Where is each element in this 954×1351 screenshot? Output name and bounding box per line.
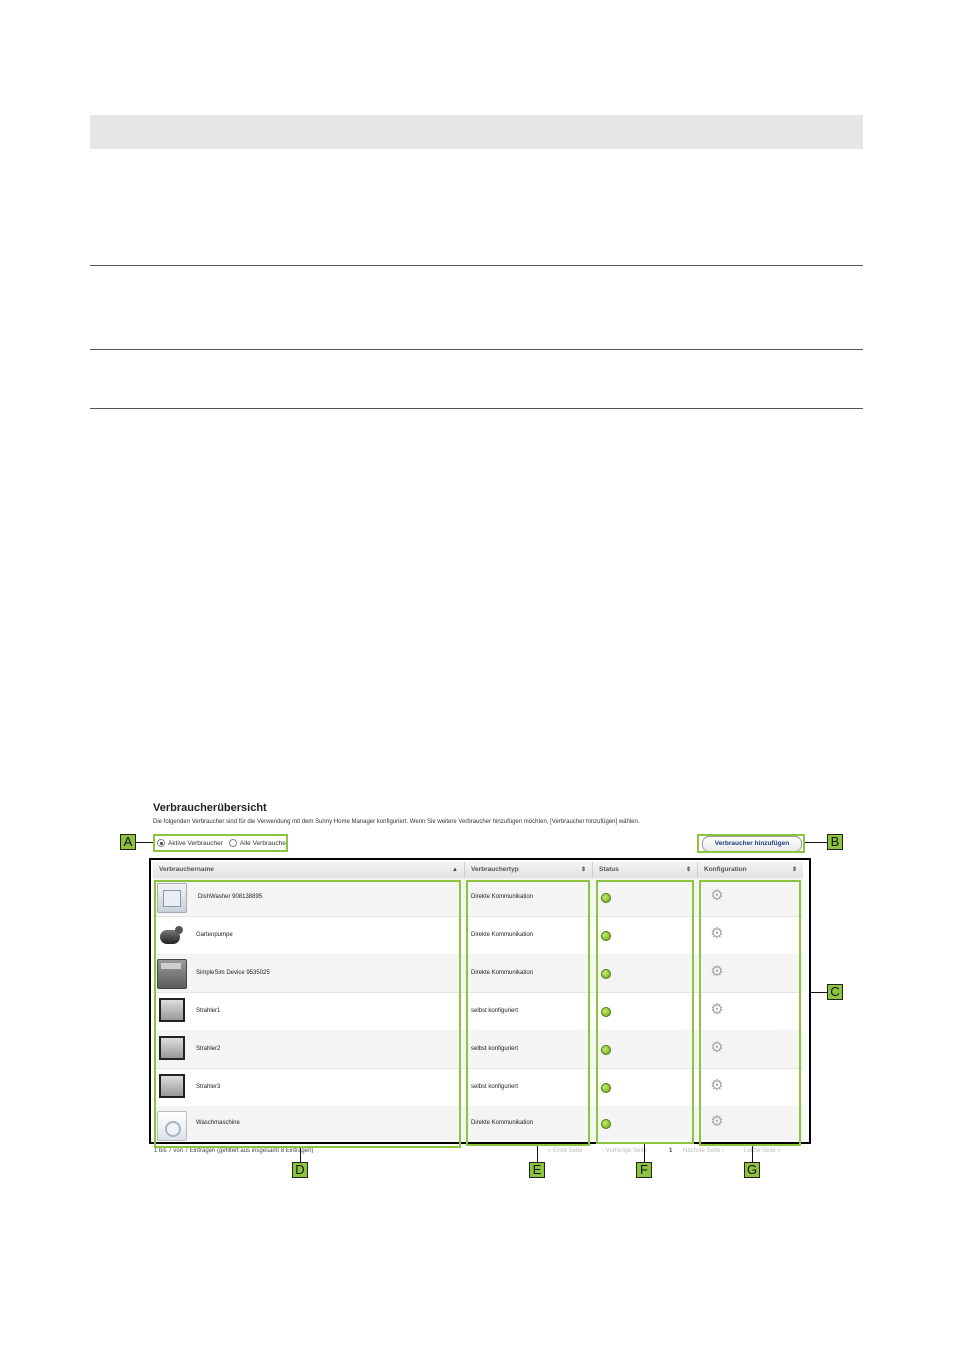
consumer-name[interactable]: Strahler2: [196, 1046, 221, 1052]
highlight-config-column: [699, 880, 801, 1146]
leader-line: [136, 842, 153, 843]
consumer-name[interactable]: Gartenpumpe: [196, 932, 233, 938]
leader-line: [300, 1148, 301, 1162]
gear-icon[interactable]: ⚙: [710, 925, 724, 942]
marker-d: D: [292, 1162, 308, 1178]
consumer-type: selbst konfiguriert: [471, 1084, 519, 1090]
consumer-name[interactable]: SimpleSim Device 9535025: [196, 970, 270, 976]
header-band: [90, 115, 863, 149]
gear-icon[interactable]: ⚙: [710, 887, 724, 904]
marker-b: B: [827, 834, 843, 850]
add-consumer-button[interactable]: Verbraucher hinzufügen: [702, 836, 802, 852]
radio-active-label[interactable]: Aktive Verbraucher: [168, 839, 223, 847]
gear-icon[interactable]: ⚙: [710, 1001, 724, 1018]
column-header-status[interactable]: Status ⇕: [593, 862, 698, 878]
highlight-type-column: [466, 880, 590, 1146]
divider: [90, 349, 863, 350]
page-subtitle: Die folgenden Verbraucher sind für die Verwendung mit dem Sunny Home Manager konfiguriert. Wenn Sie weitere Verbraucher hinzufügen möchten, [Verbraucher hinzufügen] wählen.: [153, 819, 640, 825]
entries-summary: 1 bis 7 von 7 Einträgen (gefiltert aus insgesamt 8 Einträgen): [154, 1148, 314, 1154]
marker-e: E: [529, 1162, 545, 1178]
consumer-type: selbst konfiguriert: [471, 1046, 519, 1052]
highlight-filter: [153, 834, 288, 852]
sort-icon[interactable]: ⇕: [580, 867, 586, 873]
gear-icon[interactable]: ⚙: [710, 1039, 724, 1056]
divider: [90, 265, 863, 266]
consumer-name[interactable]: Waschmaschine: [196, 1120, 240, 1126]
sort-icon[interactable]: ⇕: [791, 867, 797, 873]
leader-line: [805, 842, 827, 843]
leader-line: [752, 1146, 753, 1162]
consumer-type: selbst konfiguriert: [471, 1008, 519, 1014]
marker-g: G: [744, 1162, 760, 1178]
pager-current[interactable]: 1: [669, 1148, 673, 1154]
consumer-type: Direkte Kommunikation: [471, 894, 534, 900]
pager-last[interactable]: Letzte Seite »: [744, 1148, 781, 1154]
highlight-names-column: [154, 880, 461, 1148]
leader-line: [809, 992, 827, 993]
marker-a: A: [120, 834, 136, 850]
leader-line: [537, 1146, 538, 1162]
consumer-name[interactable]: Strahler1: [196, 1008, 221, 1014]
page-title: Verbraucherübersicht: [153, 802, 267, 814]
divider: [90, 408, 863, 409]
column-header-name[interactable]: Verbrauchername ▲: [153, 862, 465, 878]
marker-c: C: [827, 984, 843, 1000]
gear-icon[interactable]: ⚙: [710, 1077, 724, 1094]
consumer-name[interactable]: Strahler3: [196, 1084, 221, 1090]
column-header-type[interactable]: Verbrauchertyp ⇕: [465, 862, 593, 878]
pager-previous[interactable]: ‹ Vorherige Seite: [602, 1148, 647, 1154]
marker-f: F: [636, 1162, 652, 1178]
pager-first[interactable]: « Erste Seite: [548, 1148, 583, 1154]
highlight-status-column: [596, 880, 694, 1144]
consumer-type: Direkte Kommunikation: [471, 932, 534, 938]
consumer-type: Direkte Kommunikation: [471, 970, 534, 976]
highlight-add-button: [697, 834, 805, 853]
gear-icon[interactable]: ⚙: [710, 1113, 724, 1130]
pager-next[interactable]: Nächste Seite ›: [683, 1148, 725, 1154]
radio-all-label[interactable]: Alle Verbraucher: [239, 839, 288, 847]
gear-icon[interactable]: ⚙: [710, 963, 724, 980]
leader-line: [644, 1144, 645, 1162]
consumer-name[interactable]: DishWasher 908138895: [198, 894, 263, 900]
table-header: [153, 862, 803, 879]
sort-icon[interactable]: ⇕: [685, 867, 691, 873]
column-header-configuration[interactable]: Konfiguration ⇕: [698, 862, 803, 878]
sort-asc-icon[interactable]: ▲: [452, 867, 458, 873]
consumer-type: Direkte Kommunikation: [471, 1120, 534, 1126]
